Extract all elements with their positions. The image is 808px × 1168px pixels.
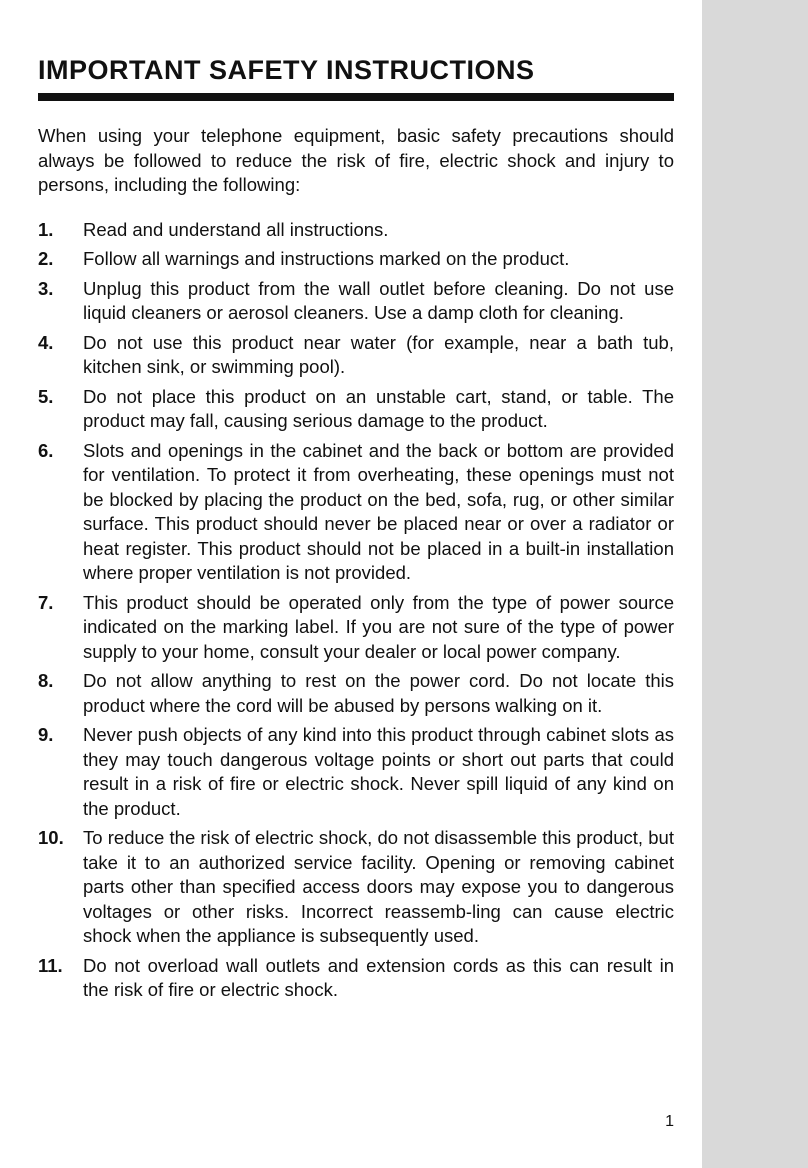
instruction-text: To reduce the risk of electric shock, do not disassemble this product, but take it to an authorized service facility. Opening or removing cabinet parts other than specified access doors may expose you to dangerous voltages or other risks. Incorrect reassemb-ling can cause electric shock when the appliance is subsequently used. <box>83 827 674 946</box>
instruction-text: Slots and openings in the cabinet and the back or bottom are provided for ventilation. To protect it from overheating, these openings must not be blocked by placing the product on the bed, sofa, rug, or other similar surface. This product should never be placed near or over a radiator or heat register. This product should not be placed in a built-in installation where proper ventilation is not provided. <box>83 439 674 583</box>
instruction-number: 4. <box>38 331 54 353</box>
instruction-item <box>38 669 674 718</box>
page-title: IMPORTANT SAFETY INSTRUCTIONS <box>38 55 535 85</box>
document-body <box>38 52 674 1008</box>
instruction-item <box>38 591 674 665</box>
instruction-item <box>38 723 674 821</box>
instruction-text: Do not use this product near water (for example, near a bath tub, kitchen sink, or swimming pool). <box>83 331 674 377</box>
instruction-item <box>38 954 674 1003</box>
instruction-number: 9. <box>38 724 54 745</box>
instruction-number: 6. <box>38 439 54 461</box>
page-number: 1 <box>665 1113 674 1130</box>
side-margin-band <box>702 0 808 1168</box>
instruction-number: 1. <box>38 218 54 240</box>
instruction-item <box>38 218 674 243</box>
instruction-number: 3. <box>38 277 54 299</box>
instruction-item <box>38 439 674 586</box>
instruction-text: Never push objects of any kind into this product through cabinet slots as they may touch dangerous voltage points or short out parts that could result in a risk of fire or electric shock. Never spill liquid of any kind on the product. <box>83 724 674 819</box>
instruction-number: 7. <box>38 591 54 613</box>
instruction-text: Follow all warnings and instructions marked on the product. <box>83 248 570 269</box>
instruction-text: Unplug this product from the wall outlet before cleaning. Do not use liquid cleaners or aerosol cleaners. Use a damp cloth for cleaning. <box>83 277 674 323</box>
instruction-number: 2. <box>38 248 54 269</box>
title-rule <box>38 93 674 101</box>
instruction-number: 8. <box>38 670 54 691</box>
instruction-item <box>38 826 674 949</box>
instruction-text: Do not overload wall outlets and extension cords as this can result in the risk of fire or electric shock. <box>83 954 674 1000</box>
instruction-text: Read and understand all instructions. <box>83 218 389 240</box>
instruction-item <box>38 247 674 272</box>
instruction-list <box>38 218 674 1003</box>
instruction-text: This product should be operated only from the type of power source indicated on the marking label. If you are not sure of the type of power supply to your home, consult your dealer or local power company. <box>83 591 674 662</box>
instruction-item <box>38 385 674 434</box>
instruction-number: 5. <box>38 385 54 407</box>
instruction-number: 10. <box>38 827 64 848</box>
instruction-text: Do not allow anything to rest on the power cord. Do not locate this product where the cord will be abused by persons walking on it. <box>83 670 674 716</box>
instruction-item <box>38 277 674 326</box>
intro-paragraph: When using your telephone equipment, basic safety precautions should always be followed to reduce the risk of fire, electric shock and injury to persons, including the following: <box>38 125 674 195</box>
instruction-text: Do not place this product on an unstable cart, stand, or table. The product may fall, causing serious damage to the product. <box>83 385 674 431</box>
instruction-item <box>38 331 674 380</box>
instruction-number: 11. <box>38 954 63 976</box>
